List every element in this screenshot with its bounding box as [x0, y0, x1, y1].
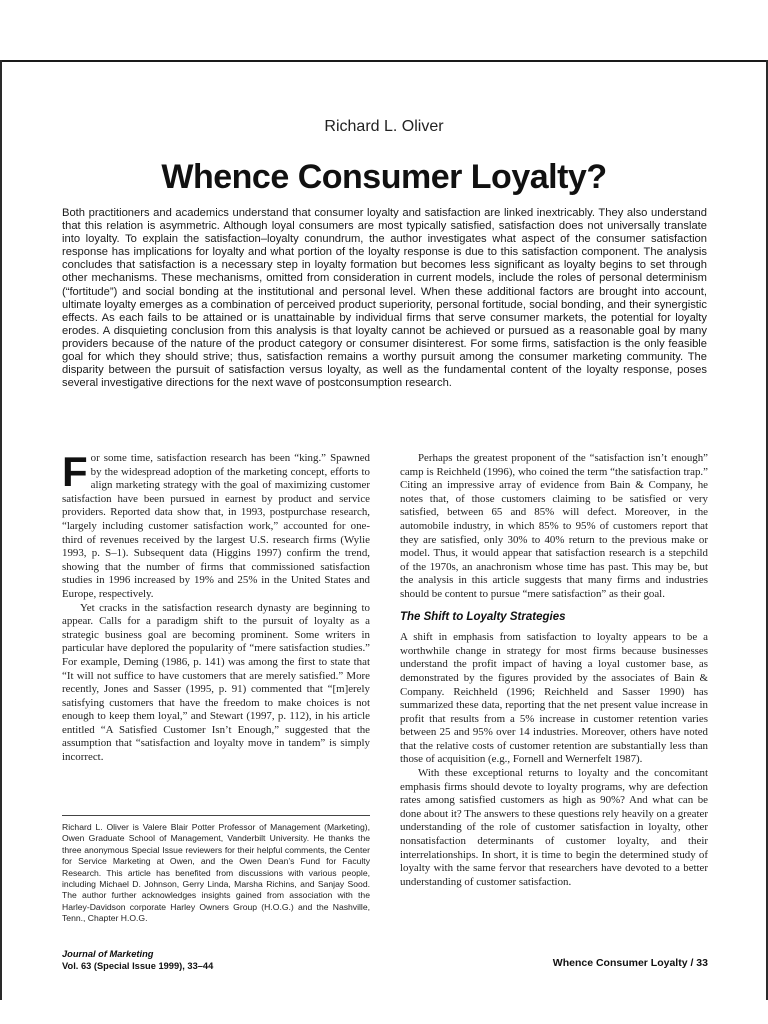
drop-cap: F: [62, 448, 88, 495]
body-column-right: [400, 452, 708, 889]
journal-name: Journal of Marketing: [62, 949, 154, 959]
journal-volume: Vol. 63 (Special Issue 1999), 33–44: [62, 961, 214, 971]
article-author: Richard L. Oliver: [324, 118, 444, 135]
article-abstract: Both practitioners and academics understand that consumer loyalty and satisfaction are linked inextricably. They also understand that this relation is asymmetric. Although loyal consumers are most typically satisfied, satisfaction does not universally translate into loyalty. To explain the satisfaction–loyalty conundrum, the author investigates what aspect of the consumer satisfaction response has implications for loyalty and what portion of the loyalty response is due to this satisfaction component. The analysis concludes that satisfaction is a necessary step in loyalty formation but becomes less significant as loyalty begins to set through other mechanisms. These mechanisms, omitted from consideration in current models, include the roles of personal determinism (“fortitude”) and social bonding at the institutional and personal level. When these additional factors are brought into account, ultimate loyalty emerges as a combination of perceived product superiority, personal fortitude, social bonding, and their synergistic effects. As each fails to be attained or is unattainable by individual firms that serve consumer markets, the potential for loyalty erodes. A disquieting conclusion from this analysis is that loyalty cannot be achieved or pursued as a reasonable goal by many providers because of the nature of the product category or consumer disinterest. For some firms, satisfaction is the only feasible goal for which they should strive; thus, satisfaction remains a worthy pursuit among the consumer marketing community. The disparity between the pursuit of satisfaction versus loyalty, as well as the fundamental content of the loyalty response, poses several investigative directions for the next wave of postconsumption research.: [62, 207, 707, 390]
body-paragraph-1: [62, 448, 370, 602]
body-paragraph-4: A shift in emphasis from satisfaction to loyalty appears to be a worthwhile change in strategy for most firms because businesses understand the profit impact of having a loyal customer base, as demonstrated by the figures provided by the associates of Bain & Company. Reichheld (1996; Reichheld and Sasser 1990) has summarized these data, reporting that the net present value increase in profit that results from a 5% increase in customer retention varies between 25 and 95% over 14 industries. Moreover, others have noted that the relative costs of customer retention are substantially less than those of acquisition (e.g., Fornell and Wernerfelt 1987).: [400, 631, 708, 766]
body-paragraph-5: With these exceptional returns to loyalty and the concomitant emphasis firms should devote to loyalty programs, why are defection rates among satisfied customers as high as 90%? And what can be done about it? The answers to these questions rely heavily on a greater understanding of the role of customer satisfaction in loyalty, other nonsatisfaction determinants of customer loyalty, and their interrelationships. In short, it is time to begin the determined study of loyalty with the same fervor that researchers have devoted to a better understanding of customer satisfaction.: [400, 767, 708, 888]
body-paragraph-3: Perhaps the greatest proponent of the “satisfaction isn’t enough” camp is Reichheld (1996), who coined the term “the satisfaction trap.” Citing an impressive array of evidence from Bain & Company, he notes that, of those customers claiming to be satisfied or very satisfied, between 65 and 85% will defect. Moreover, in the automobile industry, in which 85% to 95% of customers report that they are satisfied, only 30% to 40% return to the previous make or model. Thus, it would appear that satisfaction research is a stepchild of the 1970s, an anachronism whose time has past. This may be, but the analysis in this article suggests that many firms and industries should be content to pursue “mere satisfaction” as their goal.: [400, 452, 708, 600]
scan-left-edge: [0, 60, 2, 1000]
scan-top-margin: [0, 0, 768, 62]
author-footnote: Richard L. Oliver is Valere Blair Potter Professor of Management (Marketing), Owen Graduate School of Management, Vanderbilt University. He thanks the three anonymous Special Issue reviewers for their helpful comments, the Center for Service Marketing at Owen, and the Owen Dean’s Fund for Faculty Research. This article has benefited from discussions with various people, including Michael D. Johnson, Gerry Linda, Marsha Richins, and Sanjay Sood. The author further acknowledges insights gained from association with the Harley-Davidson corporate Harley Owners Group (H.O.G.) and the Nashville, Tenn., Chapter H.O.G.: [62, 822, 370, 924]
running-head: Whence Consumer Loyalty / 33: [552, 957, 708, 969]
journal-citation: [62, 948, 213, 972]
footnote-divider: [62, 815, 370, 816]
article-title: Whence Consumer Loyalty?: [161, 158, 607, 196]
body-paragraph-1-text: or some time, satisfaction research has been “king.” Spawned by the widespread adoption of the marketing concept, efforts to align marketing strategy with the goal of maximizing customer satisfaction have been pursued in earnest by product and service providers. Reported data show that, in 1993, postpurchase research, “largely including customer satisfaction work,” accounted for one-third of revenues received by the largest U.S. research firms (Wylie 1993, p. S–1). Subsequent data (Higgins 1997) confirm the trend, showing that the number of firms that commissioned satisfaction studies in 1996 increased by 19% and 25% in the United States and Europe, respectively.: [62, 452, 370, 600]
section-heading: The Shift to Loyalty Strategies: [400, 610, 566, 623]
body-paragraph-2: Yet cracks in the satisfaction research dynasty are beginning to appear. Calls for a paradigm shift to the pursuit of loyalty as a strategic business goal are becoming prominent. Some writers in particular have deplored the popularity of “mere satisfaction studies.” For example, Deming (1986, p. 141) was among the first to state that “It will not suffice to have customers that are merely satisfied.” More recently, Jones and Sasser (1995, p. 91) commented that “[m]erely satisfying customers that have the freedom to make choices is not enough to keep them loyal,” and Stewart (1997, p. 112), in his article entitled “A Satisfied Customer Isn’t Enough,” suggested that the assumption that “satisfaction and loyalty move in tandem” is simply incorrect.: [62, 601, 370, 764]
body-column-left: [62, 448, 370, 765]
